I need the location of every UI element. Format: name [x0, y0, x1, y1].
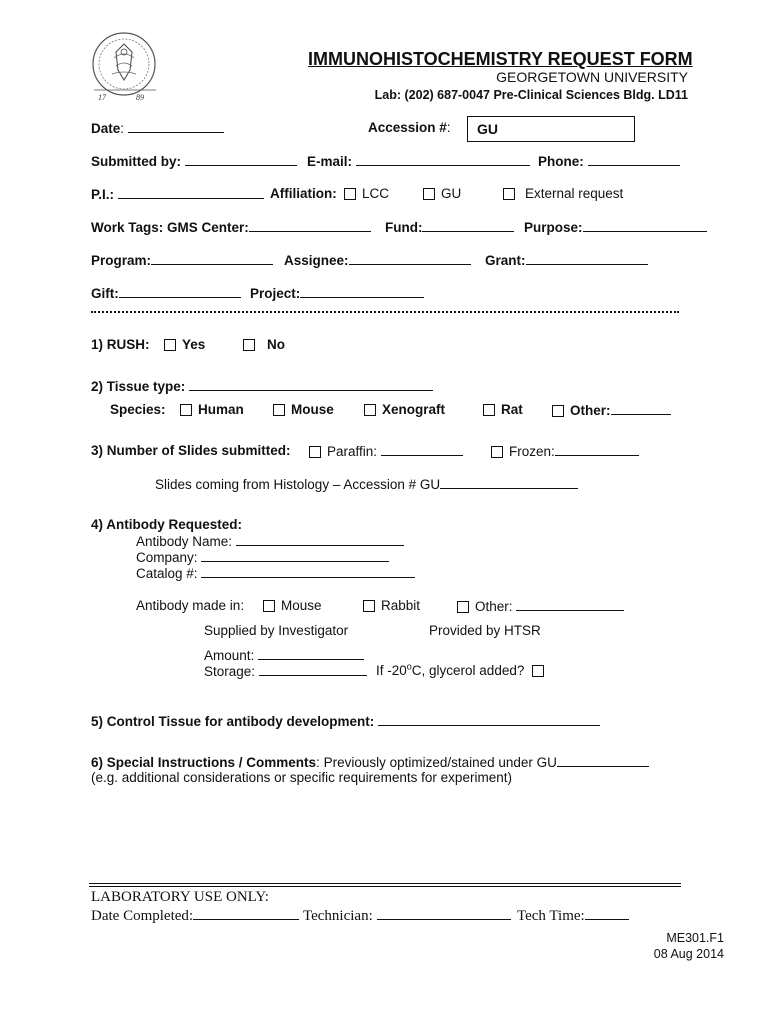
company-field[interactable]: Company:	[136, 549, 389, 566]
made-in-other-checkbox[interactable]: Other:	[457, 598, 624, 615]
form-id: ME301.F1	[666, 931, 724, 945]
pi-field[interactable]: P.I.:	[91, 186, 264, 203]
dotted-divider	[91, 311, 679, 313]
university-name: GEORGETOWN UNIVERSITY	[496, 69, 688, 85]
project-field[interactable]: Project:	[250, 285, 424, 302]
frozen-checkbox[interactable]: Frozen:	[491, 443, 639, 460]
assignee-field[interactable]: Assignee:	[284, 252, 471, 269]
species-human-checkbox[interactable]: Human	[180, 402, 244, 418]
lab-use-title: LABORATORY USE ONLY:	[91, 889, 269, 905]
histology-accession-field[interactable]: Slides coming from Histology – Accession # GU	[155, 476, 578, 493]
university-seal-icon	[86, 30, 166, 108]
program-field[interactable]: Program:	[91, 252, 273, 269]
rush-yes-checkbox[interactable]: Yes	[164, 337, 205, 353]
made-in-rabbit-checkbox[interactable]: Rabbit	[363, 598, 420, 614]
phone-field[interactable]: Phone:	[538, 153, 680, 170]
svg-text:17: 17	[98, 93, 106, 102]
technician-field[interactable]: Technician:	[303, 907, 511, 924]
glycerol-checkbox[interactable]: If -20$^o$C, glycerol added?	[376, 663, 544, 679]
species-mouse-checkbox[interactable]: Mouse	[273, 402, 334, 418]
antibody-requested-label: 4) Antibody Requested:	[91, 517, 243, 532]
rush-no-checkbox[interactable]: No	[243, 337, 285, 353]
svg-text:89: 89	[136, 93, 144, 102]
special-instructions-note: (e.g. additional considerations or specific requirements for experiment)	[91, 770, 512, 785]
amount-field[interactable]: Amount:	[204, 647, 364, 664]
affiliation-gu-checkbox[interactable]: GU	[423, 186, 461, 202]
catalog-field[interactable]: Catalog #:	[136, 565, 415, 582]
species-rat-checkbox[interactable]: Rat	[483, 402, 523, 418]
species-other-checkbox[interactable]: Other:	[552, 402, 671, 419]
storage-field[interactable]: Storage:	[204, 663, 367, 680]
grant-field[interactable]: Grant:	[485, 252, 648, 269]
affiliation-external-checkbox[interactable]: External request	[503, 186, 623, 202]
form-title: IMMUNOHISTOCHEMISTRY REQUEST FORM	[308, 49, 693, 69]
lab-info: Lab: (202) 687-0047 Pre-Clinical Sciences Bldg. LD11	[374, 88, 688, 102]
affiliation-label: Affiliation:	[270, 186, 337, 201]
purpose-field[interactable]: Purpose:	[524, 219, 707, 236]
species-label: Species:	[110, 402, 166, 417]
tissue-type-field[interactable]: 2) Tissue type:	[91, 378, 433, 395]
antibody-name-field[interactable]: Antibody Name:	[136, 533, 404, 550]
affiliation-lcc-checkbox[interactable]: LCC	[344, 186, 389, 202]
species-xenograft-checkbox[interactable]: Xenograft	[364, 402, 445, 418]
accession-label: Accession #:	[368, 120, 451, 135]
made-in-mouse-checkbox[interactable]: Mouse	[263, 598, 322, 614]
made-in-label: Antibody made in:	[136, 598, 245, 613]
control-tissue-field[interactable]: 5) Control Tissue for antibody development:	[91, 713, 600, 730]
supplied-by-investigator: Supplied by Investigator	[204, 623, 349, 638]
tech-time-field[interactable]: Tech Time:	[517, 907, 629, 924]
date-completed-field[interactable]: Date Completed:	[91, 907, 299, 924]
accession-input[interactable]: GU	[467, 116, 635, 142]
slides-label: 3) Number of Slides submitted:	[91, 443, 291, 458]
special-instructions-field[interactable]: 6) Special Instructions / Comments: Previously optimized/stained under GU	[91, 754, 649, 771]
date-field[interactable]: Date:	[91, 120, 224, 137]
provided-by-htsr: Provided by HTSR	[429, 623, 541, 638]
rush-label: 1) RUSH:	[91, 337, 150, 352]
gms-center-field[interactable]: Work Tags: GMS Center:	[91, 219, 371, 236]
fund-field[interactable]: Fund:	[385, 219, 514, 236]
email-field[interactable]: E-mail:	[307, 153, 530, 170]
submitted-by-field[interactable]: Submitted by:	[91, 153, 297, 170]
paraffin-checkbox[interactable]: Paraffin:	[309, 443, 463, 460]
gift-field[interactable]: Gift:	[91, 285, 241, 302]
lab-use-divider	[89, 883, 681, 887]
form-date: 08 Aug 2014	[653, 947, 724, 961]
